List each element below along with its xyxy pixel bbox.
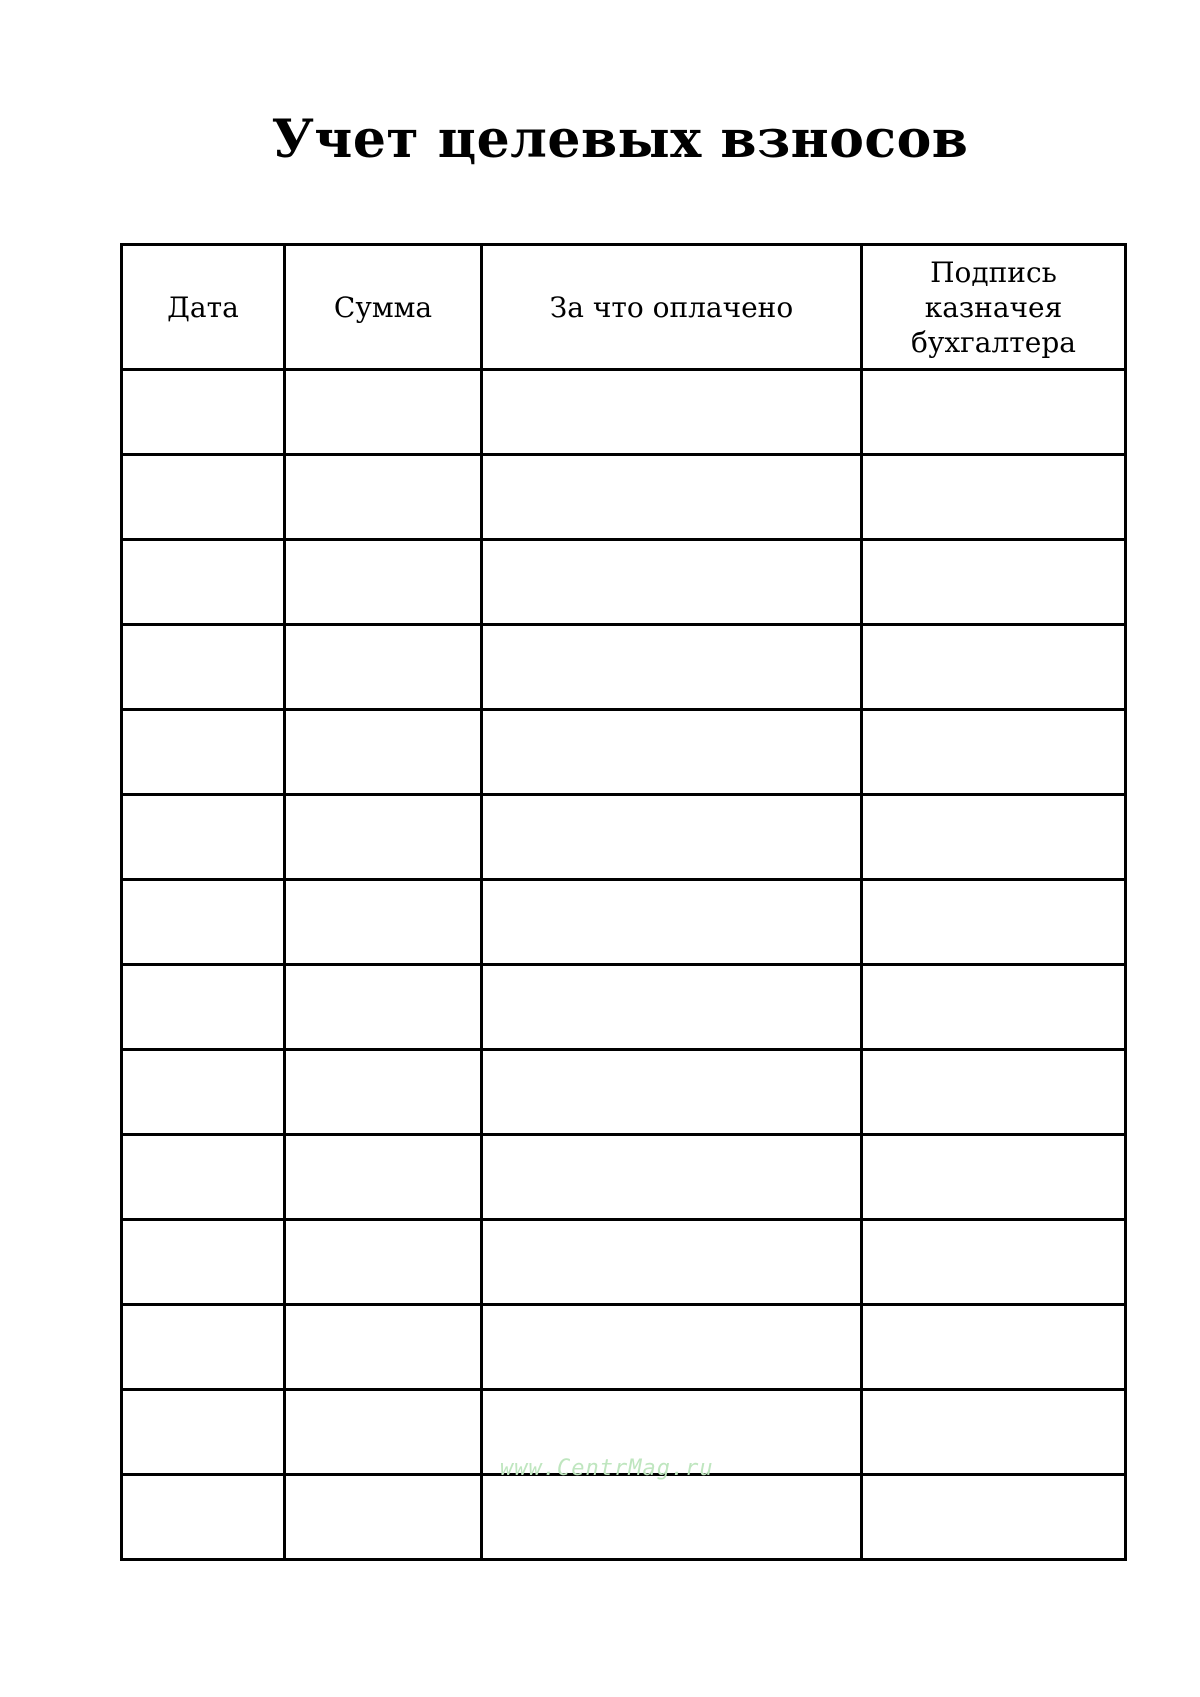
cell-amount	[285, 1220, 482, 1305]
cell-amount	[285, 625, 482, 710]
column-header-signature	[862, 245, 1126, 370]
table-row	[122, 1305, 1126, 1390]
cell-amount	[285, 370, 482, 455]
cell-signature	[862, 370, 1126, 455]
cell-date	[122, 795, 285, 880]
cell-purpose	[482, 710, 862, 795]
column-header-amount-label: Сумма	[333, 290, 433, 324]
cell-amount	[285, 710, 482, 795]
cell-signature	[862, 1135, 1126, 1220]
cell-amount	[285, 540, 482, 625]
table-row	[122, 1220, 1126, 1305]
table-row	[122, 1475, 1126, 1560]
table-row	[122, 540, 1126, 625]
cell-amount	[285, 880, 482, 965]
column-header-purpose	[482, 245, 862, 370]
cell-purpose	[482, 455, 862, 540]
table-row	[122, 1135, 1126, 1220]
table-row	[122, 1050, 1126, 1135]
column-header-date	[122, 245, 285, 370]
ledger-table	[120, 243, 1127, 1561]
cell-signature	[862, 1305, 1126, 1390]
cell-purpose	[482, 795, 862, 880]
cell-purpose	[482, 1305, 862, 1390]
cell-signature	[862, 540, 1126, 625]
table-row	[122, 880, 1126, 965]
table-row	[122, 710, 1126, 795]
table-row	[122, 455, 1126, 540]
cell-date	[122, 1050, 285, 1135]
ledger-body	[122, 370, 1126, 1560]
cell-amount	[285, 1050, 482, 1135]
cell-date	[122, 1305, 285, 1390]
cell-signature	[862, 625, 1126, 710]
column-header-purpose-label: За что оплачено	[549, 290, 794, 324]
cell-date	[122, 1475, 285, 1560]
column-header-signature-line-2: казначея	[924, 290, 1063, 324]
cell-signature	[862, 1390, 1126, 1475]
cell-purpose	[482, 1135, 862, 1220]
cell-date	[122, 455, 285, 540]
column-header-signature-line-3: бухгалтера	[911, 325, 1076, 359]
cell-date	[122, 370, 285, 455]
cell-amount	[285, 1305, 482, 1390]
table-row	[122, 965, 1126, 1050]
cell-signature	[862, 1220, 1126, 1305]
cell-date	[122, 1220, 285, 1305]
column-header-signature-line-1: Подпись	[930, 255, 1057, 289]
cell-purpose	[482, 965, 862, 1050]
cell-purpose	[482, 370, 862, 455]
cell-date	[122, 880, 285, 965]
cell-purpose	[482, 1220, 862, 1305]
cell-signature	[862, 880, 1126, 965]
cell-signature	[862, 710, 1126, 795]
cell-date	[122, 1390, 285, 1475]
cell-signature	[862, 795, 1126, 880]
watermark: www.CentrMag.ru	[500, 1456, 714, 1481]
cell-date	[122, 965, 285, 1050]
cell-date	[122, 625, 285, 710]
cell-signature	[862, 965, 1126, 1050]
table-row	[122, 625, 1126, 710]
page-title: Учет целевых взносов	[271, 109, 969, 170]
table-row	[122, 370, 1126, 455]
cell-date	[122, 1135, 285, 1220]
cell-amount	[285, 795, 482, 880]
cell-purpose	[482, 1475, 862, 1560]
cell-purpose	[482, 880, 862, 965]
cell-signature	[862, 455, 1126, 540]
cell-purpose	[482, 540, 862, 625]
cell-date	[122, 710, 285, 795]
column-header-amount	[285, 245, 482, 370]
cell-signature	[862, 1475, 1126, 1560]
cell-purpose	[482, 625, 862, 710]
column-header-date-label: Дата	[167, 290, 239, 324]
cell-amount	[285, 1475, 482, 1560]
cell-signature	[862, 1050, 1126, 1135]
cell-purpose	[482, 1050, 862, 1135]
table-header-row	[122, 245, 1126, 370]
cell-amount	[285, 455, 482, 540]
table-row	[122, 795, 1126, 880]
cell-amount	[285, 965, 482, 1050]
cell-date	[122, 540, 285, 625]
cell-amount	[285, 1135, 482, 1220]
cell-amount	[285, 1390, 482, 1475]
